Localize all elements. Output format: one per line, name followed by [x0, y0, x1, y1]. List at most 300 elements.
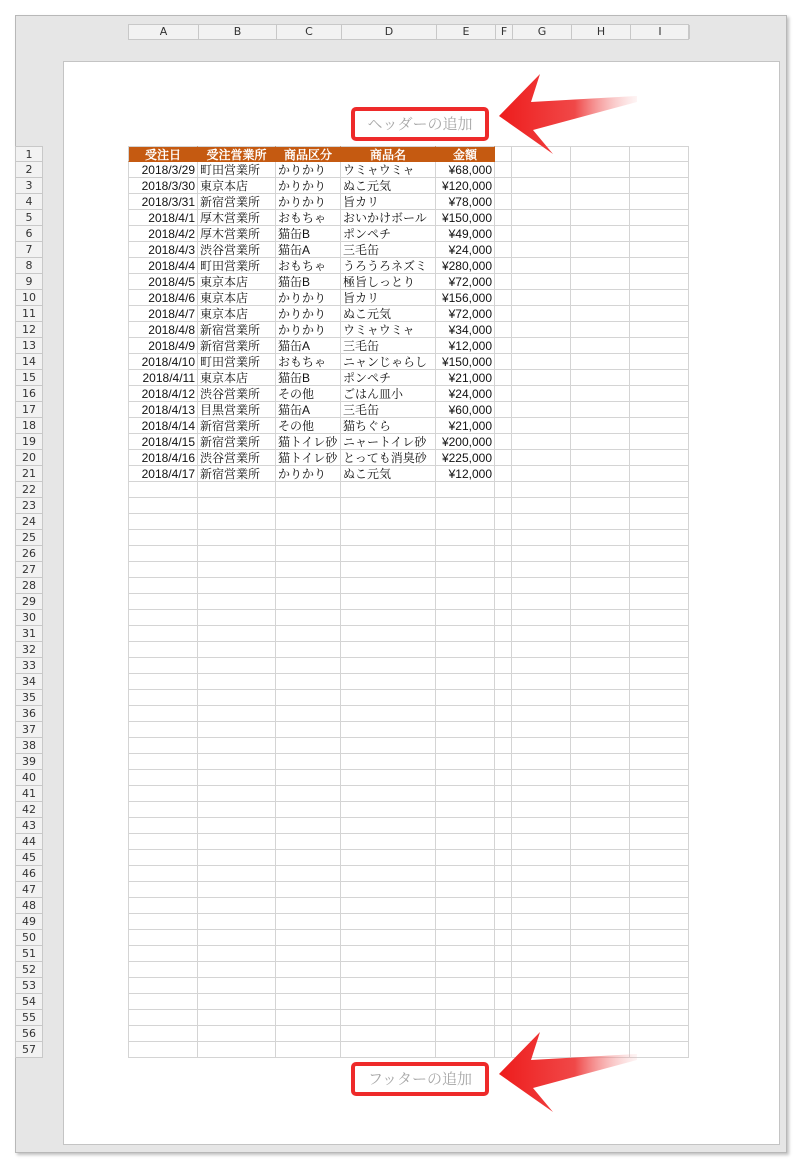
- row-header[interactable]: 5: [15, 210, 43, 226]
- empty-cell[interactable]: [630, 770, 689, 786]
- table-cell[interactable]: かりかり: [276, 178, 341, 194]
- row-header[interactable]: 39: [15, 754, 43, 770]
- empty-cell[interactable]: [198, 610, 276, 626]
- empty-cell[interactable]: [276, 754, 341, 770]
- empty-cell[interactable]: [512, 258, 571, 274]
- empty-cell[interactable]: [495, 802, 512, 818]
- row-header[interactable]: 38: [15, 738, 43, 754]
- empty-cell[interactable]: [571, 210, 630, 226]
- empty-cell[interactable]: [341, 802, 436, 818]
- table-cell[interactable]: ポンペチ: [341, 226, 436, 242]
- empty-cell[interactable]: [341, 626, 436, 642]
- empty-cell[interactable]: [495, 450, 512, 466]
- row-header[interactable]: 54: [15, 994, 43, 1010]
- table-cell[interactable]: かりかり: [276, 322, 341, 338]
- empty-cell[interactable]: [512, 850, 571, 866]
- empty-cell[interactable]: [512, 994, 571, 1010]
- table-cell[interactable]: 旨カリ: [341, 290, 436, 306]
- empty-cell[interactable]: [571, 258, 630, 274]
- empty-cell[interactable]: [571, 850, 630, 866]
- empty-cell[interactable]: [512, 450, 571, 466]
- empty-cell[interactable]: [571, 402, 630, 418]
- empty-cell[interactable]: [512, 194, 571, 210]
- empty-cell[interactable]: [276, 658, 341, 674]
- empty-cell[interactable]: [128, 834, 198, 850]
- empty-cell[interactable]: [436, 594, 495, 610]
- row-header[interactable]: 11: [15, 306, 43, 322]
- empty-cell[interactable]: [495, 530, 512, 546]
- row-header[interactable]: 6: [15, 226, 43, 242]
- table-cell[interactable]: 2018/4/10: [128, 354, 198, 370]
- empty-cell[interactable]: [512, 930, 571, 946]
- empty-cell[interactable]: [630, 706, 689, 722]
- column-header-h[interactable]: H: [572, 25, 631, 39]
- empty-cell[interactable]: [436, 738, 495, 754]
- table-cell[interactable]: ごはん皿小: [341, 386, 436, 402]
- empty-cell[interactable]: [571, 834, 630, 850]
- empty-cell[interactable]: [198, 946, 276, 962]
- empty-cell[interactable]: [436, 994, 495, 1010]
- empty-cell[interactable]: [571, 290, 630, 306]
- empty-cell[interactable]: [436, 898, 495, 914]
- empty-cell[interactable]: [495, 914, 512, 930]
- empty-cell[interactable]: [571, 914, 630, 930]
- empty-cell[interactable]: [198, 1042, 276, 1058]
- empty-cell[interactable]: [436, 578, 495, 594]
- row-header[interactable]: 23: [15, 498, 43, 514]
- empty-cell[interactable]: [512, 434, 571, 450]
- empty-cell[interactable]: [512, 210, 571, 226]
- empty-cell[interactable]: [341, 738, 436, 754]
- empty-cell[interactable]: [198, 530, 276, 546]
- table-cell[interactable]: 2018/4/5: [128, 274, 198, 290]
- row-header[interactable]: 27: [15, 562, 43, 578]
- empty-cell[interactable]: [341, 754, 436, 770]
- table-cell[interactable]: ウミャウミャ: [341, 162, 436, 178]
- empty-cell[interactable]: [571, 562, 630, 578]
- empty-cell[interactable]: [512, 914, 571, 930]
- table-cell[interactable]: 猫缶A: [276, 242, 341, 258]
- empty-cell[interactable]: [630, 546, 689, 562]
- row-header[interactable]: 40: [15, 770, 43, 786]
- table-cell[interactable]: 2018/4/13: [128, 402, 198, 418]
- table-cell[interactable]: ¥60,000: [436, 402, 495, 418]
- empty-cell[interactable]: [495, 226, 512, 242]
- row-header[interactable]: 48: [15, 898, 43, 914]
- table-cell[interactable]: 新宿営業所: [198, 434, 276, 450]
- row-header[interactable]: 52: [15, 962, 43, 978]
- row-header[interactable]: 57: [15, 1042, 43, 1058]
- empty-cell[interactable]: [571, 594, 630, 610]
- row-header[interactable]: 16: [15, 386, 43, 402]
- empty-cell[interactable]: [128, 690, 198, 706]
- empty-cell[interactable]: [571, 882, 630, 898]
- empty-cell[interactable]: [630, 210, 689, 226]
- table-cell[interactable]: 2018/3/31: [128, 194, 198, 210]
- row-header[interactable]: 37: [15, 722, 43, 738]
- table-cell[interactable]: その他: [276, 418, 341, 434]
- empty-cell[interactable]: [512, 626, 571, 642]
- empty-cell[interactable]: [571, 626, 630, 642]
- empty-cell[interactable]: [341, 722, 436, 738]
- empty-cell[interactable]: [198, 834, 276, 850]
- empty-cell[interactable]: [571, 738, 630, 754]
- empty-cell[interactable]: [630, 290, 689, 306]
- empty-cell[interactable]: [341, 850, 436, 866]
- empty-cell[interactable]: [630, 914, 689, 930]
- empty-cell[interactable]: [630, 514, 689, 530]
- table-header-cell[interactable]: 商品名: [341, 146, 436, 162]
- empty-cell[interactable]: [128, 850, 198, 866]
- empty-cell[interactable]: [128, 706, 198, 722]
- empty-cell[interactable]: [128, 738, 198, 754]
- table-cell[interactable]: ¥21,000: [436, 418, 495, 434]
- empty-cell[interactable]: [495, 818, 512, 834]
- table-cell[interactable]: ¥225,000: [436, 450, 495, 466]
- empty-cell[interactable]: [571, 898, 630, 914]
- table-cell[interactable]: うろうろネズミ: [341, 258, 436, 274]
- empty-cell[interactable]: [571, 370, 630, 386]
- row-header[interactable]: 53: [15, 978, 43, 994]
- table-cell[interactable]: 猫トイレ砂: [276, 450, 341, 466]
- table-cell[interactable]: おもちゃ: [276, 210, 341, 226]
- empty-cell[interactable]: [495, 178, 512, 194]
- table-cell[interactable]: 2018/4/8: [128, 322, 198, 338]
- empty-cell[interactable]: [128, 754, 198, 770]
- table-cell[interactable]: 新宿営業所: [198, 338, 276, 354]
- empty-cell[interactable]: [341, 706, 436, 722]
- empty-cell[interactable]: [341, 898, 436, 914]
- row-header[interactable]: 12: [15, 322, 43, 338]
- empty-cell[interactable]: [436, 978, 495, 994]
- empty-cell[interactable]: [495, 946, 512, 962]
- empty-cell[interactable]: [495, 482, 512, 498]
- empty-cell[interactable]: [495, 962, 512, 978]
- row-header[interactable]: 41: [15, 786, 43, 802]
- empty-cell[interactable]: [341, 514, 436, 530]
- empty-cell[interactable]: [436, 802, 495, 818]
- empty-cell[interactable]: [571, 802, 630, 818]
- empty-cell[interactable]: [341, 1042, 436, 1058]
- table-cell[interactable]: ¥49,000: [436, 226, 495, 242]
- empty-cell[interactable]: [341, 498, 436, 514]
- empty-cell[interactable]: [341, 930, 436, 946]
- empty-cell[interactable]: [495, 562, 512, 578]
- empty-cell[interactable]: [630, 402, 689, 418]
- empty-cell[interactable]: [198, 1026, 276, 1042]
- empty-cell[interactable]: [630, 786, 689, 802]
- empty-cell[interactable]: [495, 306, 512, 322]
- empty-cell[interactable]: [495, 210, 512, 226]
- empty-cell[interactable]: [630, 626, 689, 642]
- empty-cell[interactable]: [630, 946, 689, 962]
- empty-cell[interactable]: [571, 306, 630, 322]
- empty-cell[interactable]: [630, 802, 689, 818]
- empty-cell[interactable]: [128, 898, 198, 914]
- empty-cell[interactable]: [276, 562, 341, 578]
- empty-cell[interactable]: [512, 962, 571, 978]
- empty-cell[interactable]: [436, 930, 495, 946]
- empty-cell[interactable]: [198, 690, 276, 706]
- empty-cell[interactable]: [198, 786, 276, 802]
- table-cell[interactable]: 町田営業所: [198, 162, 276, 178]
- empty-cell[interactable]: [571, 866, 630, 882]
- empty-cell[interactable]: [436, 1010, 495, 1026]
- column-header-c[interactable]: C: [277, 25, 342, 39]
- empty-cell[interactable]: [198, 706, 276, 722]
- table-cell[interactable]: 猫缶B: [276, 226, 341, 242]
- row-header[interactable]: 7: [15, 242, 43, 258]
- empty-cell[interactable]: [341, 1026, 436, 1042]
- empty-cell[interactable]: [495, 850, 512, 866]
- empty-cell[interactable]: [571, 482, 630, 498]
- empty-cell[interactable]: [571, 610, 630, 626]
- empty-cell[interactable]: [198, 914, 276, 930]
- table-cell[interactable]: 2018/4/17: [128, 466, 198, 482]
- table-cell[interactable]: 東京本店: [198, 178, 276, 194]
- empty-cell[interactable]: [495, 258, 512, 274]
- empty-cell[interactable]: [276, 786, 341, 802]
- table-cell[interactable]: 三毛缶: [341, 338, 436, 354]
- table-cell[interactable]: 2018/4/12: [128, 386, 198, 402]
- empty-cell[interactable]: [495, 882, 512, 898]
- table-cell[interactable]: 新宿営業所: [198, 322, 276, 338]
- table-cell[interactable]: 2018/4/7: [128, 306, 198, 322]
- empty-cell[interactable]: [495, 610, 512, 626]
- empty-cell[interactable]: [512, 562, 571, 578]
- row-header[interactable]: 32: [15, 642, 43, 658]
- empty-cell[interactable]: [341, 818, 436, 834]
- empty-cell[interactable]: [276, 546, 341, 562]
- empty-cell[interactable]: [198, 514, 276, 530]
- empty-cell[interactable]: [512, 866, 571, 882]
- empty-cell[interactable]: [198, 626, 276, 642]
- empty-cell[interactable]: [495, 1010, 512, 1026]
- column-header-a[interactable]: A: [129, 25, 199, 39]
- empty-cell[interactable]: [276, 690, 341, 706]
- empty-cell[interactable]: [495, 162, 512, 178]
- empty-cell[interactable]: [630, 754, 689, 770]
- empty-cell[interactable]: [571, 754, 630, 770]
- table-cell[interactable]: ぬこ元気: [341, 178, 436, 194]
- empty-cell[interactable]: [128, 1042, 198, 1058]
- empty-cell[interactable]: [630, 434, 689, 450]
- row-header[interactable]: 42: [15, 802, 43, 818]
- empty-cell[interactable]: [630, 450, 689, 466]
- empty-cell[interactable]: [512, 946, 571, 962]
- empty-cell[interactable]: [128, 786, 198, 802]
- table-cell[interactable]: 厚木営業所: [198, 210, 276, 226]
- empty-cell[interactable]: [128, 946, 198, 962]
- table-cell[interactable]: 2018/4/16: [128, 450, 198, 466]
- empty-cell[interactable]: [341, 530, 436, 546]
- empty-cell[interactable]: [512, 418, 571, 434]
- empty-cell[interactable]: [276, 962, 341, 978]
- table-cell[interactable]: その他: [276, 386, 341, 402]
- row-header[interactable]: 14: [15, 354, 43, 370]
- empty-cell[interactable]: [198, 658, 276, 674]
- empty-cell[interactable]: [571, 546, 630, 562]
- empty-cell[interactable]: [630, 338, 689, 354]
- empty-cell[interactable]: [512, 322, 571, 338]
- empty-cell[interactable]: [276, 802, 341, 818]
- empty-cell[interactable]: [276, 514, 341, 530]
- empty-cell[interactable]: [495, 370, 512, 386]
- empty-cell[interactable]: [512, 594, 571, 610]
- empty-cell[interactable]: [198, 930, 276, 946]
- empty-cell[interactable]: [630, 498, 689, 514]
- empty-cell[interactable]: [436, 882, 495, 898]
- empty-cell[interactable]: [630, 466, 689, 482]
- row-header[interactable]: 46: [15, 866, 43, 882]
- empty-cell[interactable]: [571, 322, 630, 338]
- table-cell[interactable]: 旨カリ: [341, 194, 436, 210]
- table-cell[interactable]: 渋谷営業所: [198, 386, 276, 402]
- empty-cell[interactable]: [276, 706, 341, 722]
- empty-cell[interactable]: [512, 834, 571, 850]
- empty-cell[interactable]: [128, 882, 198, 898]
- table-cell[interactable]: かりかり: [276, 162, 341, 178]
- empty-cell[interactable]: [495, 418, 512, 434]
- empty-cell[interactable]: [571, 194, 630, 210]
- empty-cell[interactable]: [630, 834, 689, 850]
- empty-cell[interactable]: [495, 274, 512, 290]
- empty-cell[interactable]: [436, 914, 495, 930]
- empty-cell[interactable]: [276, 1010, 341, 1026]
- row-header[interactable]: 33: [15, 658, 43, 674]
- table-header-cell[interactable]: 受注営業所: [198, 146, 276, 162]
- row-header[interactable]: 49: [15, 914, 43, 930]
- empty-cell[interactable]: [571, 690, 630, 706]
- empty-cell[interactable]: [630, 370, 689, 386]
- table-cell[interactable]: 町田営業所: [198, 258, 276, 274]
- empty-cell[interactable]: [198, 594, 276, 610]
- row-header[interactable]: 28: [15, 578, 43, 594]
- empty-cell[interactable]: [571, 530, 630, 546]
- empty-cell[interactable]: [128, 610, 198, 626]
- empty-cell[interactable]: [128, 498, 198, 514]
- table-cell[interactable]: 新宿営業所: [198, 194, 276, 210]
- empty-cell[interactable]: [341, 834, 436, 850]
- table-cell[interactable]: 新宿営業所: [198, 466, 276, 482]
- empty-cell[interactable]: [276, 882, 341, 898]
- table-cell[interactable]: ポンペチ: [341, 370, 436, 386]
- empty-cell[interactable]: [495, 930, 512, 946]
- table-cell[interactable]: ¥24,000: [436, 242, 495, 258]
- empty-cell[interactable]: [341, 962, 436, 978]
- empty-cell[interactable]: [198, 962, 276, 978]
- empty-cell[interactable]: [495, 594, 512, 610]
- empty-cell[interactable]: [436, 658, 495, 674]
- empty-cell[interactable]: [495, 194, 512, 210]
- row-header[interactable]: 31: [15, 626, 43, 642]
- table-cell[interactable]: かりかり: [276, 306, 341, 322]
- table-cell[interactable]: ¥72,000: [436, 274, 495, 290]
- empty-cell[interactable]: [571, 578, 630, 594]
- empty-cell[interactable]: [630, 978, 689, 994]
- row-header[interactable]: 13: [15, 338, 43, 354]
- empty-cell[interactable]: [436, 482, 495, 498]
- empty-cell[interactable]: [128, 562, 198, 578]
- row-header[interactable]: 26: [15, 546, 43, 562]
- empty-cell[interactable]: [512, 658, 571, 674]
- empty-cell[interactable]: [495, 386, 512, 402]
- empty-cell[interactable]: [512, 818, 571, 834]
- empty-cell[interactable]: [495, 402, 512, 418]
- table-cell[interactable]: ¥150,000: [436, 210, 495, 226]
- empty-cell[interactable]: [571, 226, 630, 242]
- row-header[interactable]: 51: [15, 946, 43, 962]
- empty-cell[interactable]: [128, 818, 198, 834]
- empty-cell[interactable]: [571, 386, 630, 402]
- empty-cell[interactable]: [198, 1010, 276, 1026]
- empty-cell[interactable]: [436, 1042, 495, 1058]
- row-header[interactable]: 15: [15, 370, 43, 386]
- empty-cell[interactable]: [198, 482, 276, 498]
- empty-cell[interactable]: [341, 770, 436, 786]
- empty-cell[interactable]: [341, 690, 436, 706]
- table-cell[interactable]: ¥280,000: [436, 258, 495, 274]
- row-header[interactable]: 30: [15, 610, 43, 626]
- empty-cell[interactable]: [436, 514, 495, 530]
- row-header[interactable]: 2: [15, 162, 43, 178]
- empty-cell[interactable]: [276, 818, 341, 834]
- empty-cell[interactable]: [495, 434, 512, 450]
- empty-cell[interactable]: [630, 738, 689, 754]
- empty-cell[interactable]: [276, 578, 341, 594]
- empty-cell[interactable]: [276, 674, 341, 690]
- empty-cell[interactable]: [341, 914, 436, 930]
- empty-cell[interactable]: [276, 978, 341, 994]
- row-header[interactable]: 3: [15, 178, 43, 194]
- empty-cell[interactable]: [630, 418, 689, 434]
- empty-cell[interactable]: [495, 786, 512, 802]
- empty-cell[interactable]: [512, 786, 571, 802]
- empty-cell[interactable]: [341, 882, 436, 898]
- row-header[interactable]: 9: [15, 274, 43, 290]
- table-cell[interactable]: ¥200,000: [436, 434, 495, 450]
- empty-cell[interactable]: [630, 930, 689, 946]
- empty-cell[interactable]: [276, 866, 341, 882]
- empty-cell[interactable]: [630, 690, 689, 706]
- empty-cell[interactable]: [198, 498, 276, 514]
- table-header-cell[interactable]: 金額: [436, 146, 495, 162]
- empty-cell[interactable]: [198, 866, 276, 882]
- table-cell[interactable]: 猫トイレ砂: [276, 434, 341, 450]
- empty-cell[interactable]: [341, 1010, 436, 1026]
- empty-cell[interactable]: [128, 914, 198, 930]
- empty-cell[interactable]: [128, 1026, 198, 1042]
- empty-cell[interactable]: [128, 866, 198, 882]
- empty-cell[interactable]: [630, 674, 689, 690]
- empty-cell[interactable]: [276, 722, 341, 738]
- table-header-cell[interactable]: 受注日: [128, 146, 198, 162]
- empty-cell[interactable]: [571, 642, 630, 658]
- table-cell[interactable]: かりかり: [276, 466, 341, 482]
- empty-cell[interactable]: [436, 562, 495, 578]
- table-cell[interactable]: ¥12,000: [436, 338, 495, 354]
- empty-cell[interactable]: [198, 994, 276, 1010]
- table-cell[interactable]: 東京本店: [198, 306, 276, 322]
- table-header-cell[interactable]: 商品区分: [276, 146, 341, 162]
- empty-cell[interactable]: [495, 866, 512, 882]
- empty-cell[interactable]: [341, 866, 436, 882]
- table-cell[interactable]: 町田営業所: [198, 354, 276, 370]
- empty-cell[interactable]: [630, 994, 689, 1010]
- empty-cell[interactable]: [512, 386, 571, 402]
- empty-cell[interactable]: [571, 994, 630, 1010]
- empty-cell[interactable]: [495, 674, 512, 690]
